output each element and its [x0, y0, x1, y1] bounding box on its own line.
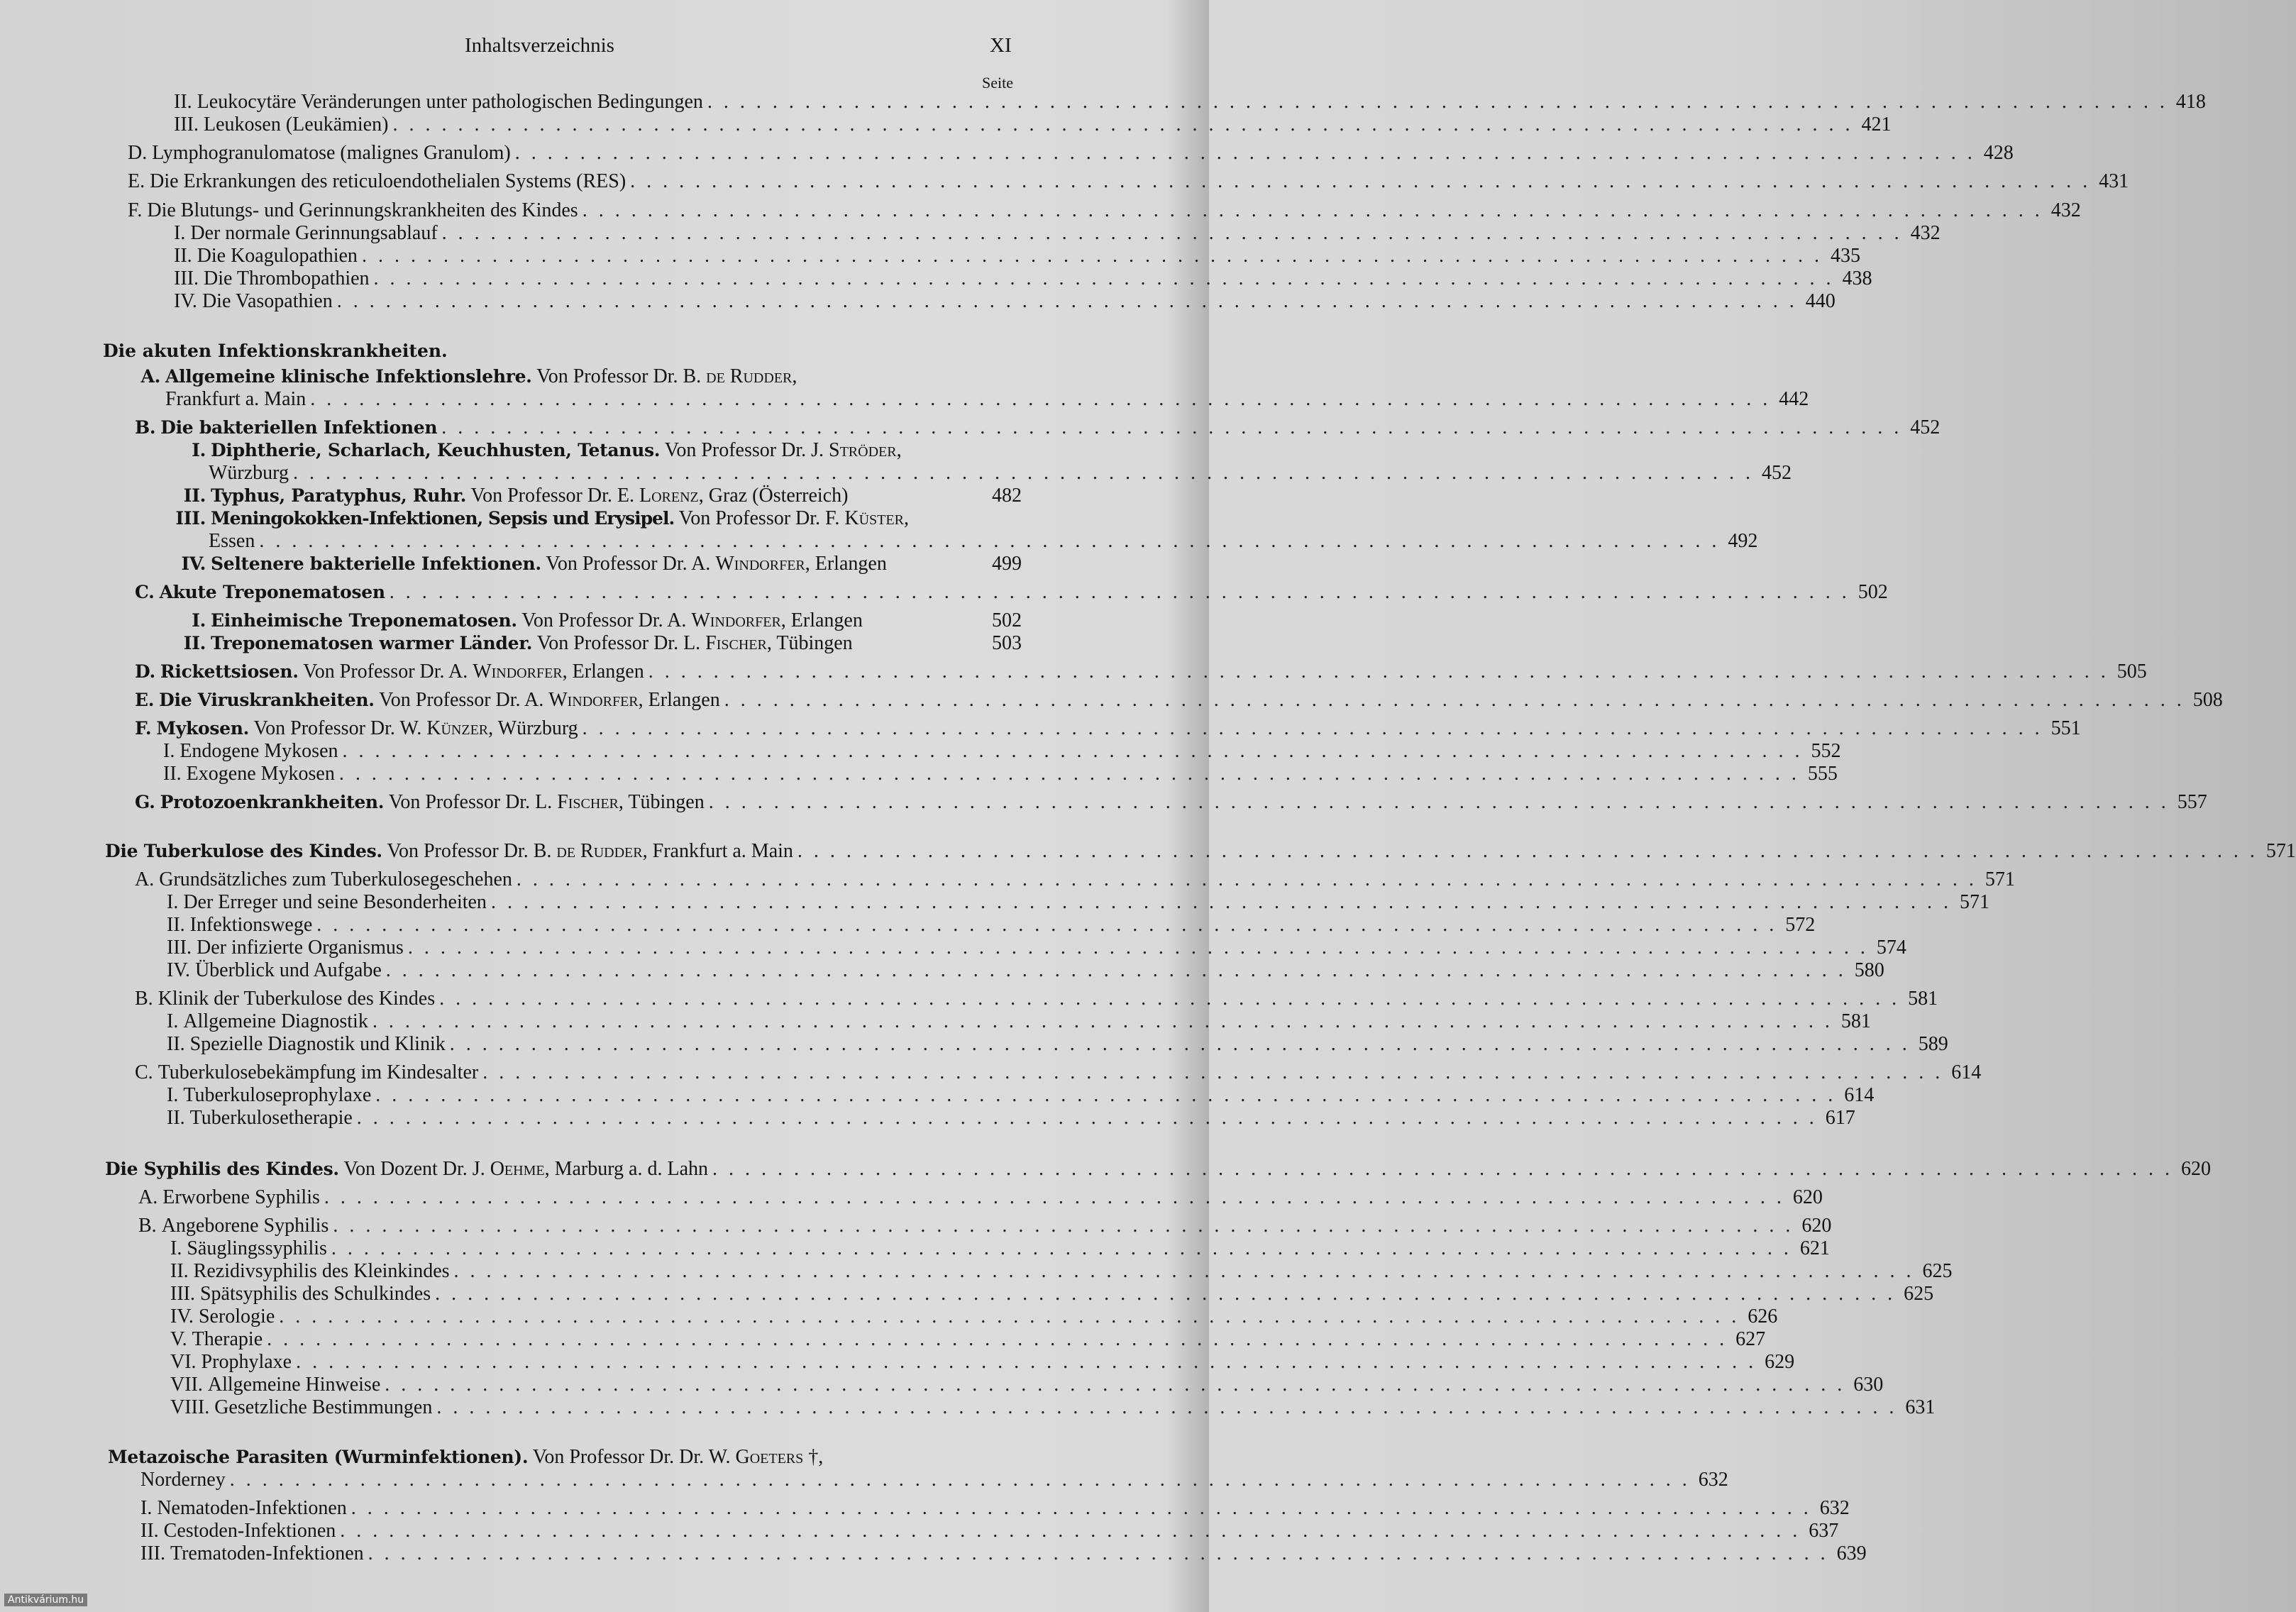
running-title: Inhaltsverzeichnis [465, 34, 614, 57]
toc-line: I. Säuglingssyphilis . . . 621 [170, 1237, 1030, 1262]
toc-line: Essen . . . 492 [209, 530, 1022, 554]
page-header [0, 34, 1209, 65]
toc-line: III. Trematoden-Infektionen . . . 639 [140, 1542, 1030, 1567]
toc-line: II. Rezidivsyphilis des Kleinkindes . . . 625 [170, 1260, 1030, 1284]
toc-line: V. Therapie . . . 627 [170, 1328, 1030, 1352]
column-label: Seite [982, 74, 1013, 92]
toc-line: III. Spätsyphilis des Schulkindes . . . 625 [170, 1283, 1030, 1307]
toc-line: III. Meningokokken-Infektionen, Sepsis und Erysipel. Von Professor Dr. F. Küster, [175, 507, 909, 529]
section-heading-line: Metazoische Parasiten (Wurminfektionen). Von Professor Dr. Dr. W. Goeters †, [108, 1446, 824, 1468]
toc-line: II. Leukocytäre Veränderungen unter pathologischen Bedingungen . . . 418 [174, 91, 1022, 115]
toc-line: A. Allgemeine klinische Infektionslehre. Von Professor Dr. B. de Rudder, [140, 365, 797, 387]
toc-line: VIII. Gesetzliche Bestimmungen . . . 631 [170, 1396, 1030, 1420]
section-heading: Die akuten Infektionskrankheiten. [103, 341, 448, 361]
toc-line: III. Der infizierte Organismus . . . 574 [167, 937, 1027, 961]
watermark: Antikvárium.hu [4, 1594, 87, 1606]
toc-line: Norderney . . . 632 [140, 1469, 1030, 1493]
toc-line: I. Der normale Gerinnungsablauf . . . 432 [174, 222, 1022, 246]
toc-line: I. Allgemeine Diagnostik . . . 581 [167, 1010, 1027, 1034]
toc-line: I. Tuberkuloseprophylaxe . . . 614 [167, 1084, 1027, 1108]
toc-line: III. Die Thrombopathien . . . 438 [174, 267, 1022, 292]
page-number: XI [990, 34, 1012, 57]
toc-line: Frankfurt a. Main . . . 442 [165, 388, 1022, 412]
toc-line: F. Die Blutungs- und Gerinnungskrankheiten des Kindes . . . 432 [128, 199, 1022, 223]
toc-line: II. Tuberkulosetherapie . . . 617 [167, 1107, 1027, 1131]
toc-line: A. Grundsätzliches zum Tuberkulosegeschehen . . . 571 [135, 868, 1027, 893]
toc-line: II. Typhus, Paratyphus, Ruhr. Von Professor Dr. E. Lorenz, Graz (Österreich) 482 [183, 485, 1022, 507]
section-heading-line: Die Syphilis des Kindes. Von Dozent Dr. J. Oehme, Marburg a. d. Lahn . . . 620 [105, 1158, 1030, 1182]
toc-line: I. Der Erreger und seine Besonderheiten . . . 571 [167, 891, 1027, 915]
toc-line: Würzburg . . . 452 [209, 462, 1022, 486]
toc-line: III. Leukosen (Leukämien) . . . 421 [174, 114, 1022, 138]
toc-line: I. Diphtherie, Scharlach, Keuchhusten, Tetanus. Von Professor Dr. J. Ströder, [192, 439, 902, 461]
toc-line: II. Infektionswege . . . 572 [167, 914, 1027, 938]
toc-line: II. Die Koagulopathien . . . 435 [174, 245, 1022, 269]
section-heading-line: Die Tuberkulose des Kindes. Von Professor Dr. B. de Rudder, Frankfurt a. Main . . . 571 [105, 840, 1027, 864]
toc-line: D. Rickettsiosen. Von Professor Dr. A. Windorfer, Erlangen . . . 505 [135, 661, 1022, 685]
toc-line: IV. Serologie . . . 626 [170, 1305, 1030, 1330]
toc-line: C. Akute Treponematosen . . . 502 [135, 581, 1022, 605]
toc-line: IV. Die Vasopathien . . . 440 [174, 290, 1022, 314]
toc-line: C. Tuberkulosebekämpfung im Kindesalter . . . 614 [135, 1061, 1027, 1086]
toc-line: F. Mykosen. Von Professor Dr. W. Künzer, Würzburg . . . 551 [135, 717, 1022, 741]
toc-line: E. Die Erkrankungen des reticuloendothelialen Systems (RES) . . . 431 [128, 170, 1022, 194]
toc-line: II. Spezielle Diagnostik und Klinik . . . 589 [167, 1033, 1027, 1057]
toc-line: IV. Seltenere bakterielle Infektionen. Von Professor Dr. A. Windorfer, Erlangen 499 [181, 553, 1022, 575]
toc-line: G. Protozoenkrankheiten. Von Professor Dr. L. Fischer, Tübingen . . . 557 [135, 791, 1022, 815]
toc-line: B. Klinik der Tuberkulose des Kindes . . . 581 [135, 988, 1027, 1012]
toc-line: I. Endogene Mykosen . . . 552 [163, 740, 1022, 764]
toc-line: B. Die bakteriellen Infektionen . . . 452 [135, 416, 1022, 441]
toc-line: II. Cestoden-Infektionen . . . 637 [140, 1520, 1030, 1544]
toc-line: D. Lymphogranulomatose (malignes Granulom) . . . 428 [128, 142, 1022, 166]
toc-line: I. Nematoden-Infektionen . . . 632 [140, 1497, 1030, 1521]
toc-line: E. Die Viruskrankheiten. Von Professor Dr. A. Windorfer, Erlangen . . . 508 [135, 689, 1022, 713]
toc-line: I. Einheimische Treponematosen. Von Professor Dr. A. Windorfer, Erlangen 502 [192, 609, 1022, 631]
toc-line: VI. Prophylaxe . . . 629 [170, 1351, 1030, 1375]
toc-line: II. Treponematosen warmer Länder. Von Professor Dr. L. Fischer, Tübingen 503 [183, 632, 1022, 654]
toc-line: VII. Allgemeine Hinweise . . . 630 [170, 1374, 1030, 1398]
toc-line: B. Angeborene Syphilis . . . 620 [138, 1215, 1030, 1239]
toc-line: II. Exogene Mykosen . . . 555 [163, 763, 1022, 787]
toc-line: IV. Überblick und Aufgabe . . . 580 [167, 959, 1027, 983]
toc-line: A. Erworbene Syphilis . . . 620 [138, 1186, 1030, 1210]
